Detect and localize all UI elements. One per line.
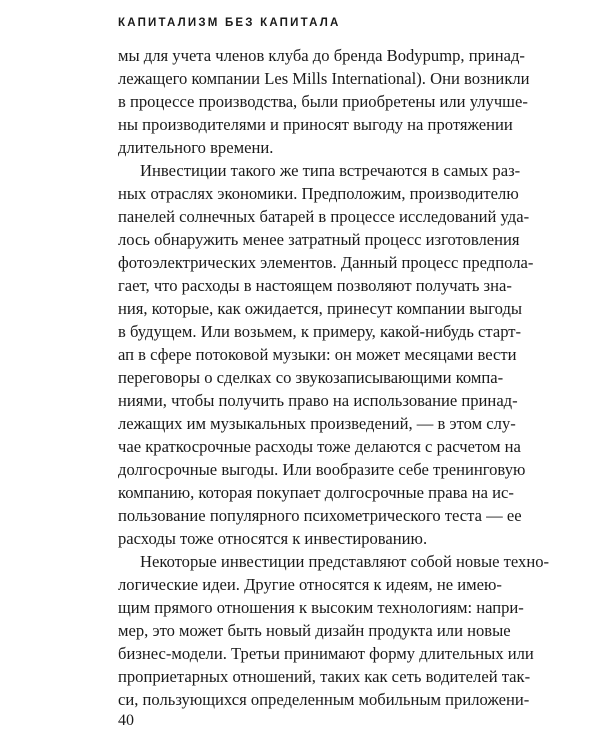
text-line: си, пользующихся определенным мобильным приложени-	[118, 690, 530, 709]
text-line: бизнес-модели. Третьи принимают форму длительных или	[118, 644, 534, 663]
text-line: логические идеи. Другие относятся к идеям, не имею-	[118, 575, 502, 594]
text-line: пользование популярного психометрического теста — ее	[118, 506, 522, 525]
text-line: Некоторые инвестиции представляют собой новые техно-	[140, 552, 550, 571]
text-line: ных отраслях экономики. Предположим, производителю	[118, 184, 519, 203]
text-line: в будущем. Или возьмем, к примеру, какой-нибудь старт-	[118, 322, 522, 341]
text-line: длительного времени.	[118, 138, 274, 157]
text-line: ны производителями и приносят выгоду на протяжении	[118, 115, 513, 134]
text-line: расходы тоже относятся к инвестированию.	[118, 529, 428, 548]
text-line: в процессе производства, были приобретены или улучше-	[118, 92, 528, 111]
text-line: чае краткосрочные расходы тоже делаются с расчетом на	[118, 437, 521, 456]
page-number: 40	[118, 712, 134, 729]
text-line: лежащих им музыкальных произведений, — в этом слу-	[118, 414, 516, 433]
text-line: Инвестиции такого же типа встречаются в самых раз-	[140, 161, 521, 180]
text-line: ап в сфере потоковой музыки: он может месяцами вести	[118, 345, 517, 364]
text-line: панелей солнечных батарей в процессе исследований уда-	[118, 207, 530, 226]
text-line: проприетарных отношений, таких как сеть водителей так-	[118, 667, 531, 686]
text-line: ниями, чтобы получить право на использование принад-	[118, 391, 518, 410]
text-line: щим прямого отношения к высоким технологиям: напри-	[118, 598, 524, 617]
running-head: КАПИТАЛИЗМ БЕЗ КАПИТАЛА	[118, 17, 341, 29]
text-line: долгосрочные выгоды. Или вообразите себе тренинговую	[118, 460, 526, 479]
text-line: лежащего компании Les Mills International). Они возникли	[118, 69, 530, 88]
text-line: гает, что расходы в настоящем позволяют получать зна-	[118, 276, 512, 295]
text-line: компанию, которая покупает долгосрочные права на ис-	[118, 483, 514, 502]
text-line: переговоры о сделках со звукозаписывающими компа-	[118, 368, 504, 387]
text-line: мы для учета членов клуба до бренда Bodypump, принад-	[118, 46, 525, 65]
text-line: ния, которые, как ожидается, принесут компании выгоды	[118, 299, 523, 318]
text-line: мер, это может быть новый дизайн продукта или новые	[118, 621, 511, 640]
text-line: лось обнаружить менее затратный процесс изготовления	[118, 230, 520, 249]
text-line: фотоэлектрических элементов. Данный процесс предпола-	[118, 253, 534, 272]
